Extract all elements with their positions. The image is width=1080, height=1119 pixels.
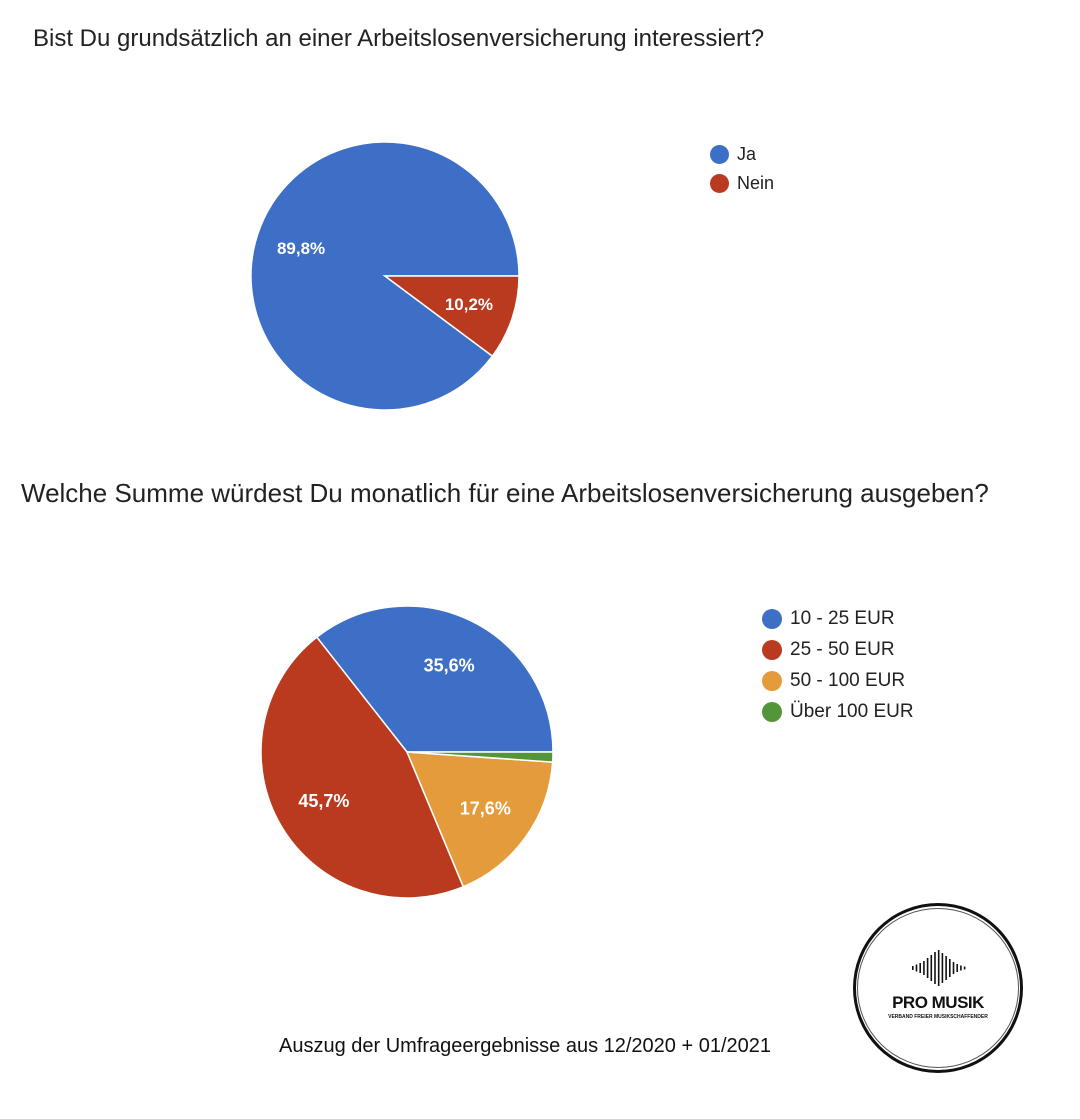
legend — [762, 603, 914, 727]
soundwave-bar — [953, 962, 955, 974]
soundwave-bar — [938, 950, 940, 986]
logo-name: PRO MUSIK — [892, 993, 984, 1012]
legend-swatch — [762, 640, 782, 660]
soundwave-bar — [931, 955, 933, 981]
soundwave-bar — [942, 953, 944, 983]
legend-swatch — [762, 702, 782, 722]
pie-chart-interest — [245, 136, 525, 416]
legend-swatch — [762, 609, 782, 629]
chart-panel-1 — [0, 0, 1080, 452]
pro-musik-logo — [853, 903, 1023, 1071]
legend-item — [710, 140, 774, 169]
slice-label: 17,6% — [459, 798, 511, 819]
soundwave-bar — [923, 961, 925, 975]
legend-label: 50 - 100 EUR — [790, 669, 906, 691]
logo-ring-inner — [857, 908, 1019, 1068]
pie-chart-monthly-amount — [255, 600, 560, 905]
soundwave-bar — [945, 956, 947, 980]
legend-item — [762, 665, 914, 696]
legend-item — [710, 169, 774, 198]
soundwave-bar — [949, 959, 951, 977]
legend-label: Ja — [737, 144, 757, 164]
legend-label: Über 100 EUR — [790, 700, 914, 722]
chart-title: Welche Summe würdest Du monatlich für eine Arbeitslosenversicherung ausgeben? — [21, 478, 989, 508]
soundwave-bar — [964, 967, 966, 970]
logo-tagline: VERBAND FREIER MUSIKSCHAFFENDER — [888, 1014, 988, 1020]
slice-label: 89,8% — [276, 239, 326, 259]
soundwave-bar — [960, 966, 962, 971]
legend-label: Nein — [737, 173, 775, 193]
soundwave-bar — [919, 963, 921, 973]
chart-title: Bist Du grundsätzlich an einer Arbeitslosenversicherung interessiert? — [33, 25, 765, 52]
legend-swatch — [710, 174, 729, 193]
soundwave-bar — [956, 964, 958, 972]
legend-item — [762, 603, 914, 634]
legend — [710, 140, 774, 198]
legend-swatch — [710, 145, 729, 164]
slice-label: 45,7% — [298, 791, 350, 812]
chart-panel-2 — [0, 460, 1080, 940]
legend-item — [762, 696, 914, 727]
soundwave-bar — [927, 958, 929, 978]
soundwave-bar — [934, 952, 936, 984]
legend-label: 10 - 25 EUR — [790, 607, 895, 629]
soundwave-bar — [916, 965, 918, 972]
slice-label: 35,6% — [423, 655, 475, 676]
legend-item — [762, 634, 914, 665]
soundwave-icon — [911, 950, 967, 986]
legend-swatch — [762, 671, 782, 691]
footer-caption: Auszug der Umfrageergebnisse aus 12/2020 + 01/2021 — [279, 1035, 772, 1057]
soundwave-bar — [912, 966, 914, 970]
slice-label: 10,2% — [444, 294, 494, 314]
legend-label: 25 - 50 EUR — [790, 638, 895, 660]
